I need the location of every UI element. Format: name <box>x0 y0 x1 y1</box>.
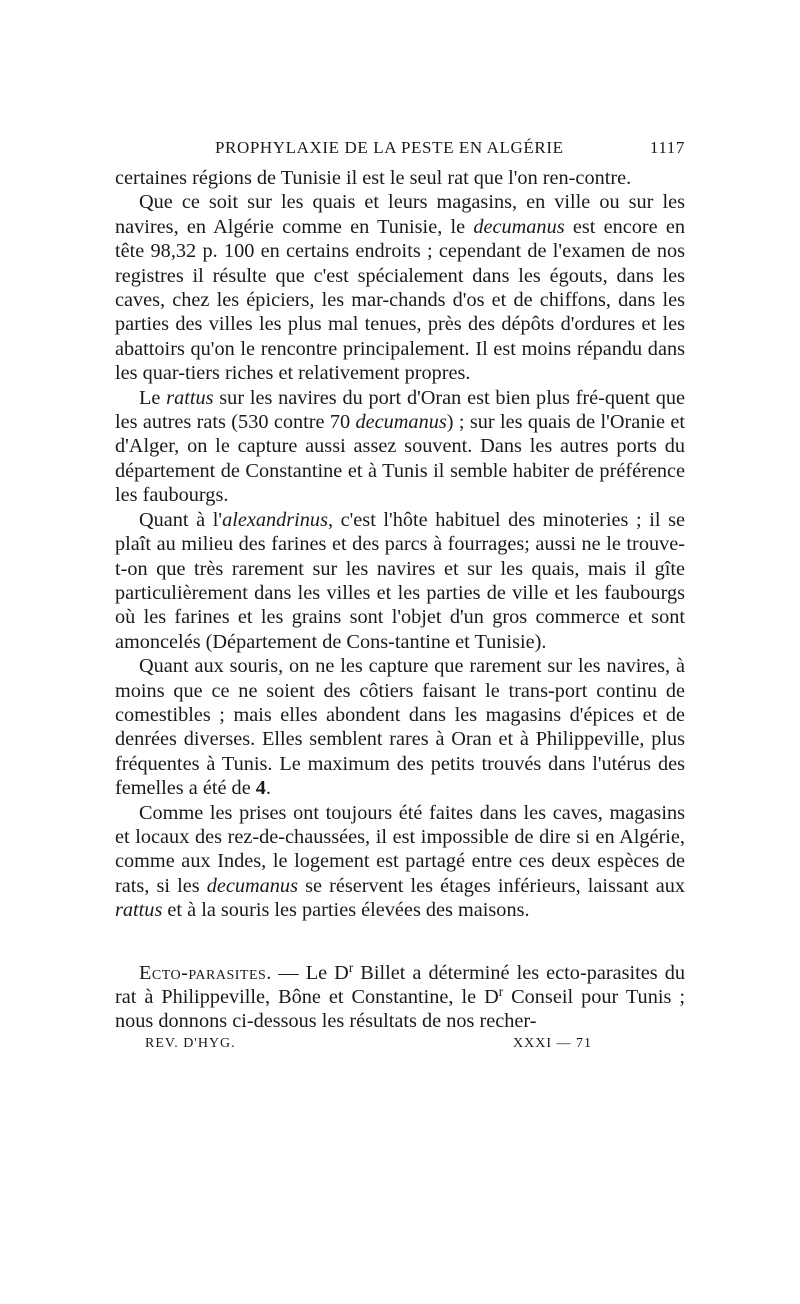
text-run: . — Le D <box>266 961 349 984</box>
italic-term: rattus <box>166 386 214 409</box>
page-footer <box>115 1036 685 1060</box>
text-run: Que ce soit sur les quais et leurs magasins, en ville ou sur les navires, en Algérie comme en Tunisie, le <box>115 191 685 238</box>
italic-term: decumanus <box>473 215 565 238</box>
running-head <box>115 138 685 166</box>
text-run: Billet a déterminé les ecto-parasites du rat à Philippeville, Bône et Constantine, le D <box>115 961 685 1008</box>
paragraph <box>115 508 685 654</box>
italic-term: rattus <box>115 899 163 922</box>
text-run: Le <box>139 386 167 409</box>
text-run: est encore en tête 98,32 p. 100 en certains endroits ; cependant de l'examen de nos registres il résulte que c'est spécialement dans les égouts, dans les caves, chez les épiciers, les mar-chands d'os et de chiffons, dans les parties des villes les plus mal tenues, près des dépôts d'ordures et les abattoirs qu'on le rencontre principalement. Il est moins répandu dans les quar-tiers riches et relativement propres. <box>115 215 685 385</box>
text-run: r <box>348 959 354 975</box>
sheet-signature: XXXI — 71 <box>513 1035 592 1051</box>
running-title: PROPHYLAXIE DE LA PESTE EN ALGÉRIE <box>215 138 564 157</box>
text-run: se réservent les étages inférieurs, laissant aux <box>297 874 685 897</box>
text-run: Comme les prises ont toujours été faites dans les caves, magasins et locaux des rez-de-chaussées, il est impossible de dire si en Algérie, comme aux Indes, le logement est partagé entre ces deux espèces de rats, si les <box>115 801 685 897</box>
section-heading: Ecto-parasites <box>139 961 267 984</box>
section-paragraph <box>115 961 685 1034</box>
text-run: Conseil pour Tunis ; nous donnons ci-dessous les résultats de nos recher- <box>115 986 685 1033</box>
text-run: . <box>265 777 271 800</box>
page <box>115 138 685 1060</box>
page-number: 1117 <box>649 138 685 157</box>
paragraph <box>115 190 685 385</box>
journal-signature: REV. D'HYG. <box>145 1035 236 1051</box>
text-run: et à la souris les parties élevées des maisons. <box>162 899 530 922</box>
text-run: ) ; sur les quais de l'Oranie et d'Alger, on le capture aussi assez souvent. Dans les autres ports du département de Constantine et à Tunis il semble habiter de préférence les faubourgs. <box>115 411 685 507</box>
text-run: Quant à l' <box>139 508 223 531</box>
paragraph <box>115 801 685 923</box>
text-run: sur les navires du port d'Oran est bien plus fré-quent que les autres rats (530 contre 70 <box>115 386 685 434</box>
text-run: , c'est l'hôte habituel des minoteries ; il se plaît au milieu des farines et des parcs à fourrages; aussi ne le trouve-t-on que très rarement sur les navires et sur les quais, mais il gîte particulièrement dans les villes et les parties de ville et les faubourgs où les farines et les grains sont l'objet d'un gros commerce et sont amoncelés (Département de Cons-tantine et Tunisie). <box>115 508 685 653</box>
paragraph <box>115 166 685 190</box>
italic-term: alexandrinus <box>222 508 328 531</box>
paragraph <box>115 386 685 508</box>
italic-term: decumanus <box>206 874 298 897</box>
text-run: certaines régions de Tunisie il est le seul rat que l'on ren-contre. <box>115 167 632 189</box>
text-run: Quant aux souris, on ne les capture que rarement sur les navires, à moins que ce ne soient des côtiers faisant le trans-port continu de comestibles ; mais elles abondent dans les magasins d'épices et de denrées diverses. Elles semblent rares à Oran et à Philippeville, plus fréquentes à Tunis. Le maximum des petits trouvés dans l'utérus des femelles a été de <box>115 655 685 800</box>
paragraph <box>115 654 685 800</box>
italic-term: decumanus <box>355 411 447 434</box>
text-run: r <box>498 983 504 999</box>
text-run: 4 <box>255 777 266 800</box>
body-text <box>115 166 685 1034</box>
